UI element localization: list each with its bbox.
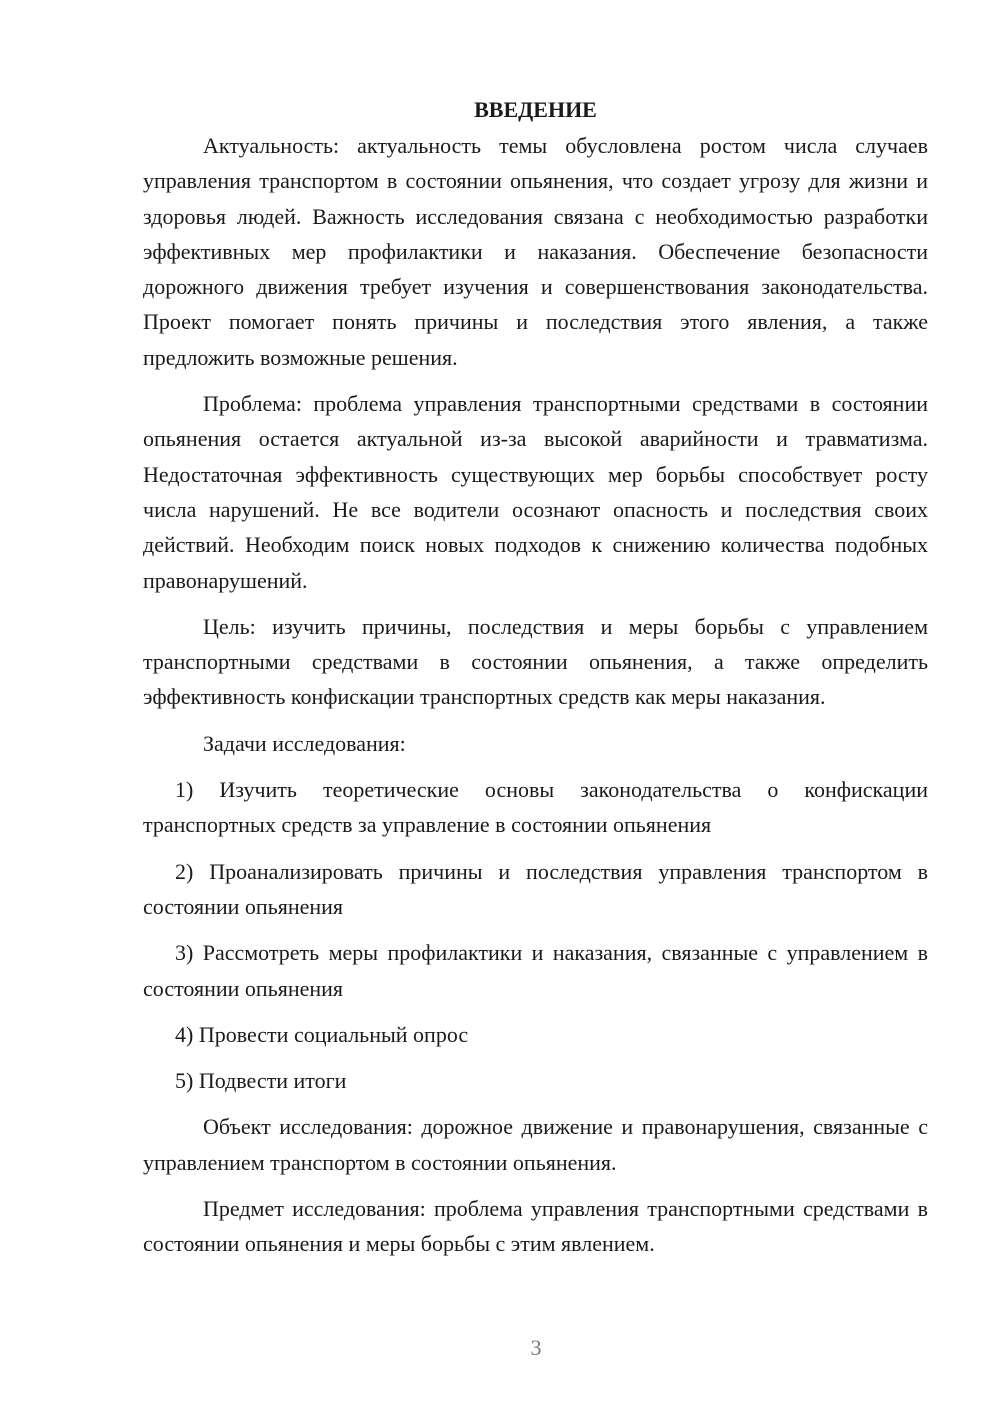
task-item: 1) Изучить теоретические основы законодательства о конфискации транспортных средств за управление в состоянии опьянения [143, 777, 928, 838]
page-number: 3 [530, 1335, 542, 1360]
tasks-list [143, 772, 928, 1098]
section-title: ВВЕДЕНИЕ [474, 97, 597, 122]
goal-paragraph: Цель: изучить причины, последствия и меры борьбы с управлением транспортными средствами в состоянии опьянения, а также определить эффективность конфискации транспортных средств как меры наказания. [143, 613, 928, 710]
problem-paragraph: Проблема: проблема управления транспортными средствами в состоянии опьянения остается актуальной из-за высокой аварийности и травматизма. Недостаточная эффективность существующих мер борьбы способствует росту числа нарушений. Не все водители осознают опасность и последствия своих действий. Необходим поиск новых подходов к снижению количества подобных правонарушений. [143, 391, 928, 593]
task-item: 3) Рассмотреть меры профилактики и наказания, связанные с управлением в состоянии опьянения [143, 940, 928, 1001]
task-item: 2) Проанализировать причины и последствия управления транспортом в состоянии опьянения [143, 858, 928, 919]
tasks-heading: Задачи исследования: [203, 730, 406, 756]
task-item: 5) Подвести итоги [175, 1068, 347, 1094]
subject-paragraph: Предмет исследования: проблема управления транспортными средствами в состоянии опьянения и меры борьбы с этим явлением. [143, 1196, 928, 1257]
object-paragraph: Объект исследования: дорожное движение и правонарушения, связанные с управлением транспортом в состоянии опьянения. [143, 1114, 928, 1175]
task-item: 4) Провести социальный опрос [175, 1021, 469, 1047]
relevance-paragraph: Актуальность: актуальность темы обусловлена ростом числа случаев управления транспортом в состоянии опьянения, что создает угрозу для жизни и здоровья людей. Важность исследования связана с необходимостью разработки эффективных мер профилактики и наказания. Обеспечение безопасности дорожного движения требует изучения и совершенствования законодательства. Проект помогает понять причины и последствия этого явления, а также предложить возможные решения. [143, 133, 928, 370]
document-page [143, 92, 928, 1273]
